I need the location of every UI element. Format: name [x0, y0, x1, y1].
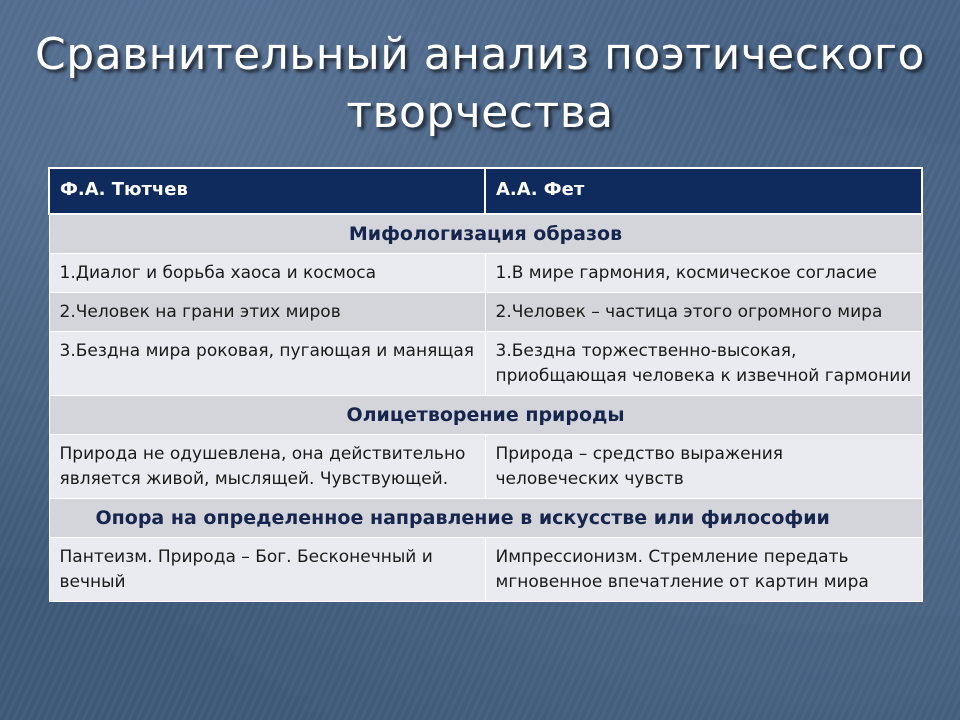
- slide-title-line-1: Сравнительный анализ поэтического: [35, 29, 925, 80]
- cell-tyutchev: Природа не одушевлена, она действительно является живой, мыслящей. Чувствующей.: [49, 435, 485, 499]
- cell-tyutchev: 2.Человек на грани этих миров: [49, 293, 485, 332]
- section-heading-row: [49, 396, 922, 435]
- table-row: [49, 254, 922, 293]
- section-heading-art-philosophy-text: Опора на определенное направление в искусстве или философии: [95, 507, 830, 529]
- section-heading-art-philosophy: [49, 499, 922, 538]
- cell-fet: 1.В мире гармония, космическое согласие: [485, 254, 922, 293]
- header-tyutchev: Ф.А. Тютчев: [49, 168, 485, 214]
- cell-tyutchev: 3.Бездна мира роковая, пугающая и манящая: [49, 332, 485, 396]
- table-row: [49, 332, 922, 396]
- table-row: [49, 538, 922, 602]
- header-fet: А.А. Фет: [485, 168, 922, 214]
- section-heading-personification: Олицетворение природы: [49, 396, 922, 435]
- cell-fet: Импрессионизм. Стремление передать мгновенное впечатление от картин мира: [485, 538, 922, 602]
- cell-fet: 2.Человек – частица этого огромного мира: [485, 293, 922, 332]
- slide-title-line-2: творчества: [346, 87, 614, 138]
- table-header-row: [49, 168, 922, 214]
- cell-tyutchev: 1.Диалог и борьба хаоса и космоса: [49, 254, 485, 293]
- cell-tyutchev: Пантеизм. Природа – Бог. Бесконечный и вечный: [49, 538, 485, 602]
- section-heading-row: [49, 499, 922, 538]
- table-row: [49, 293, 922, 332]
- section-heading-row: [49, 214, 922, 254]
- section-heading-mythologization: Мифологизация образов: [49, 214, 922, 254]
- comparison-table: [48, 167, 923, 602]
- cell-fet: Природа – средство выражения человеческих чувств: [485, 435, 922, 499]
- slide-title: [0, 26, 960, 142]
- table-row: [49, 435, 922, 499]
- cell-fet: 3.Бездна торжественно-высокая, приобщающая человека к извечной гармонии: [485, 332, 922, 396]
